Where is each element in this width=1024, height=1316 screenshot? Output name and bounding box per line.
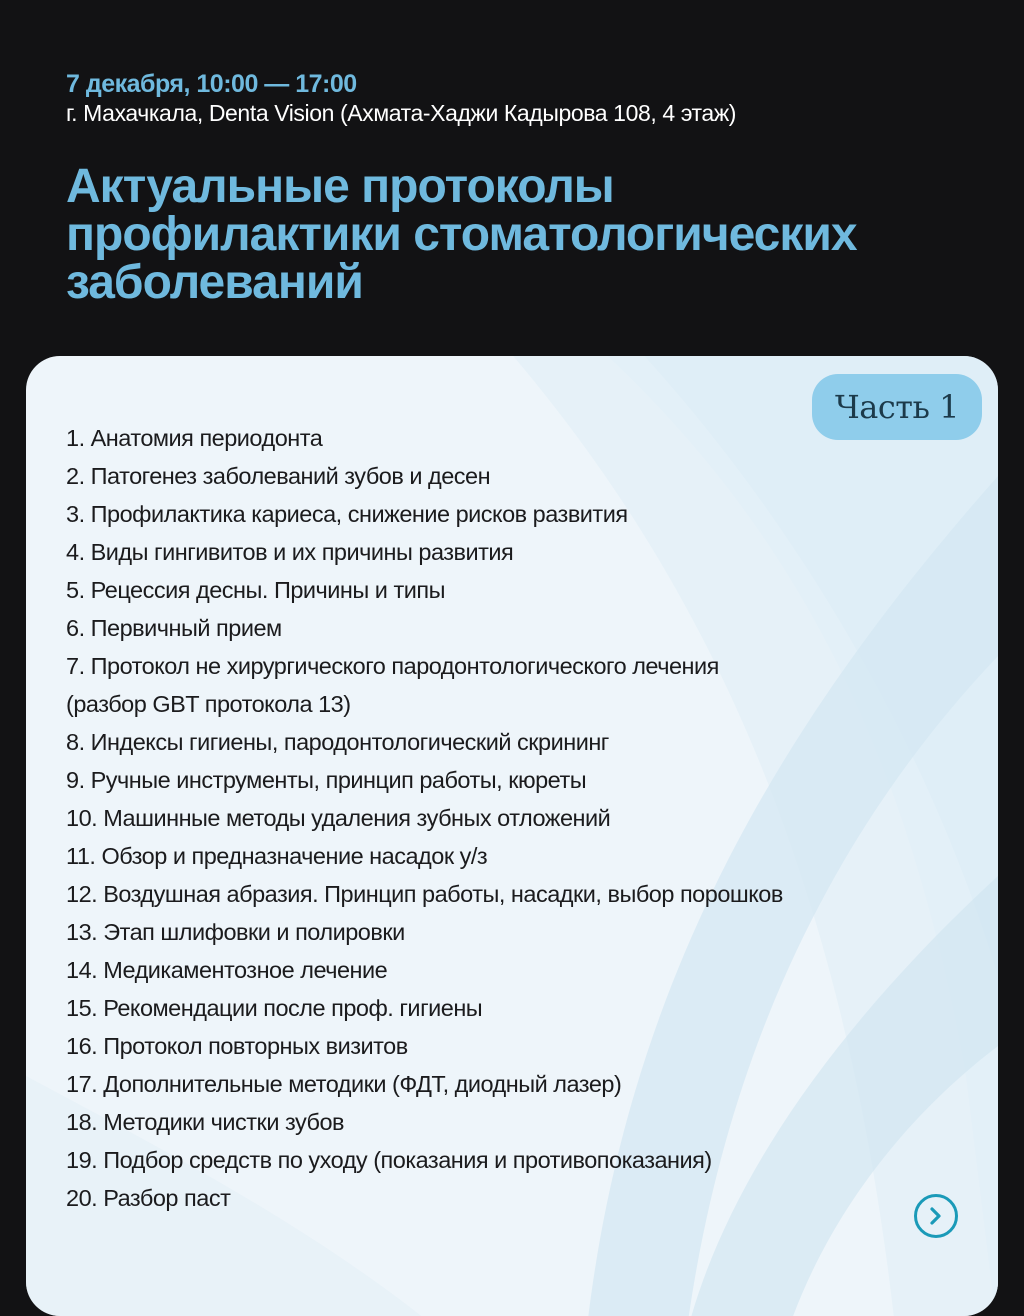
agenda-item: 20. Разбор паст bbox=[66, 1185, 231, 1211]
page-title-line-1: Актуальные протоколы bbox=[66, 160, 614, 213]
agenda-item: 16. Протокол повторных визитов bbox=[66, 1033, 408, 1059]
agenda-item: 14. Медикаментозное лечение bbox=[66, 957, 388, 983]
event-info bbox=[66, 70, 996, 128]
event-date-time: 7 декабря, 10:00 — 17:00 bbox=[66, 70, 357, 98]
agenda-item: 9. Ручные инструменты, принцип работы, кюреты bbox=[66, 767, 587, 793]
agenda-item: 2. Патогенез заболеваний зубов и десен bbox=[66, 463, 491, 489]
agenda-item: 10. Машинные методы удаления зубных отложений bbox=[66, 805, 611, 831]
agenda-item: 8. Индексы гигиены, пародонтологический скрининг bbox=[66, 729, 609, 755]
agenda-item: 3. Профилактика кариеса, снижение рисков развития bbox=[66, 501, 628, 527]
part-badge: Часть 1 bbox=[812, 374, 982, 440]
agenda-item: 1. Анатомия периодонта bbox=[66, 425, 323, 451]
agenda-item: 15. Рекомендации после проф. гигиены bbox=[66, 995, 483, 1021]
event-venue: г. Махачкала, Denta Vision (Ахмата-Хаджи Кадырова 108, 4 этаж) bbox=[66, 100, 737, 126]
page-title bbox=[66, 160, 1006, 309]
page-title-line-2: профилактики стоматологических bbox=[66, 208, 857, 261]
agenda-item: 4. Виды гингивитов и их причины развития bbox=[66, 539, 514, 565]
agenda-item-continuation: (разбор GBT протокола 13) bbox=[66, 691, 351, 717]
agenda-item: 5. Рецессия десны. Причины и типы bbox=[66, 577, 445, 603]
agenda-item: 17. Дополнительные методики (ФДТ, диодный лазер) bbox=[66, 1071, 622, 1097]
agenda-item: 6. Первичный прием bbox=[66, 615, 282, 641]
program-card bbox=[26, 356, 998, 1316]
chevron-right-icon bbox=[927, 1206, 945, 1226]
agenda-list bbox=[66, 419, 946, 1217]
agenda-item: 7. Протокол не хирургического пародонтологического лечения bbox=[66, 653, 719, 679]
next-slide-button[interactable] bbox=[914, 1194, 958, 1238]
agenda-item: 13. Этап шлифовки и полировки bbox=[66, 919, 405, 945]
agenda-item: 18. Методики чистки зубов bbox=[66, 1109, 345, 1135]
page-title-line-3: заболеваний bbox=[66, 256, 363, 309]
agenda-item: 11. Обзор и предназначение насадок у/з bbox=[66, 843, 488, 869]
agenda-item: 12. Воздушная абразия. Принцип работы, насадки, выбор порошков bbox=[66, 881, 783, 907]
agenda-item: 19. Подбор средств по уходу (показания и противопоказания) bbox=[66, 1147, 712, 1173]
